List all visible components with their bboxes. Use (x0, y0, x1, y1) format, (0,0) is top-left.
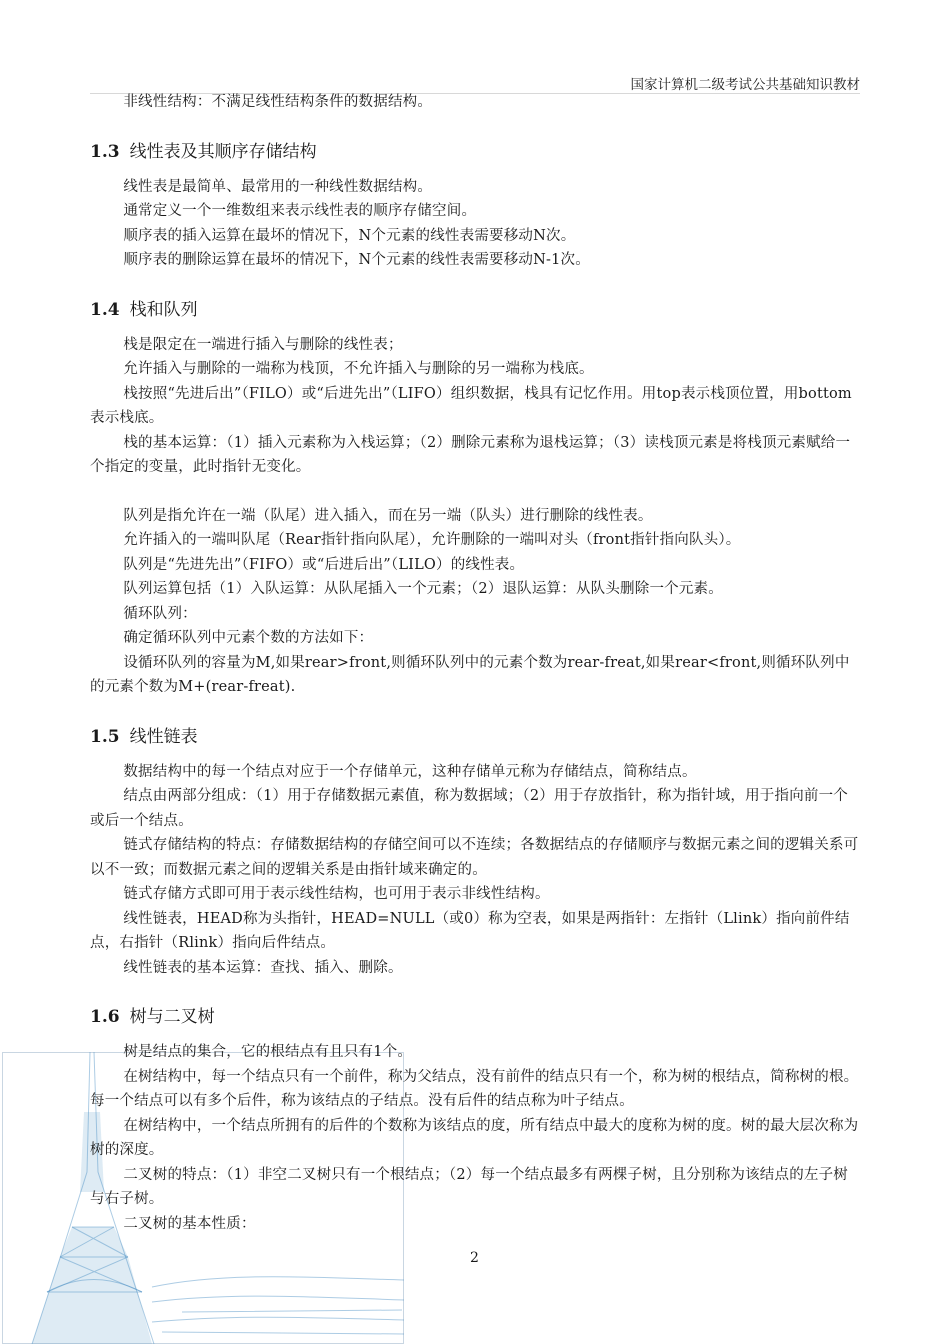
paragraph: 队列是指允许在一端（队尾）进入插入，而在另一端（队头）进行删除的线性表。 (123, 507, 653, 524)
paragraph: 线性链表，HEAD称为头指针，HEAD=NULL（或0）称为空表，如果是两指针：左指针（Llink）指向前件结点，右指针（Rlink）指向后件结点。 (90, 910, 850, 951)
paragraph: 队列运算包括（1）入队运算：从队尾插入一个元素；（2）退队运算：从队头删除一个元素。 (123, 581, 723, 597)
paragraph: 设循环队列的容量为M,如果rear>front,则循环队列中的元素个数为rear-freat,如果rear<front,则循环队列中的元素个数为M+(rear-freat). (90, 654, 850, 695)
paragraph: 在树结构中，每一个结点只有一个前件，称为父结点，没有前件的结点只有一个，称为树的根结点，简称树的根。每一个结点可以有多个后件，称为该结点的子结点。没有后件的结点称为叶子结点。 (90, 1068, 859, 1109)
paragraph: 二叉树的特点：（1）非空二叉树只有一个根结点；（2）每一个结点最多有两棵子树，且分别称为该结点的左子树与右子树。 (90, 1166, 848, 1207)
paragraph: 栈是限定在一端进行插入与删除的线性表； (123, 336, 403, 353)
paragraph: 顺序表的删除运算在最坏的情况下，N个元素的线性表需要移动N-1次。 (123, 252, 590, 268)
paragraph: 循环队列： (123, 605, 197, 622)
paragraph: 栈按照“先进后出”（FILO）或“后进先出”（LIFO）组织数据，栈具有记忆作用。用top表示栈顶位置，用bottom表示栈底。 (90, 385, 852, 426)
paragraph: 链式存储结构的特点：存储数据结构的存储空间可以不连续；各数据结点的存储顺序与数据元素之间的逻辑关系可以不一致；而数据元素之间的逻辑关系是由指针域来确定的。 (90, 837, 859, 878)
page-number: 2 (470, 1250, 479, 1266)
paragraph: 在树结构中，一个结点所拥有的后件的个数称为该结点的度，所有结点中最大的度称为树的度。树的最大层次称为树的深度。 (90, 1117, 859, 1158)
paragraph: 线性表是最简单、最常用的一种线性数据结构。 (123, 178, 433, 195)
document-body (90, 90, 860, 1236)
paragraph: 二叉树的基本性质： (123, 1215, 256, 1232)
section-heading: 1.3 线性表及其顺序存储结构 (90, 141, 317, 162)
section-heading: 1.4 栈和队列 (90, 299, 198, 320)
paragraph: 结点由两部分组成：（1）用于存储数据元素值，称为数据域；（2）用于存放指针，称为指针域，用于指向前一个或后一个结点。 (90, 788, 848, 829)
paragraph: 线性链表的基本运算：查找、插入、删除。 (123, 959, 403, 976)
paragraph: 队列是“先进先出”（FIFO）或“后进后出”（LILO）的线性表。 (123, 556, 525, 573)
paragraph: 栈的基本运算：（1）插入元素称为入栈运算；（2）删除元素称为退栈运算；（3）读栈顶元素是将栈顶元素赋给一个指定的变量，此时指针无变化。 (90, 434, 851, 475)
paragraph: 顺序表的插入运算在最坏的情况下，N个元素的线性表需要移动N次。 (123, 227, 576, 244)
section-heading: 1.5 线性链表 (90, 726, 198, 747)
paragraph: 链式存储方式即可用于表示线性结构，也可用于表示非线性结构。 (123, 886, 550, 902)
paragraph: 通常定义一个一维数组来表示线性表的顺序存储空间。 (123, 203, 477, 219)
paragraph: 确定循环队列中元素个数的方法如下： (123, 630, 374, 646)
paragraph: 数据结构中的每一个结点对应于一个存储单元，这种存储单元称为存储结点，简称结点。 (123, 763, 697, 780)
intro-paragraph: 非线性结构：不满足线性结构条件的数据结构。 (123, 94, 433, 110)
paragraph: 允许插入的一端叫队尾（Rear指针指向队尾），允许删除的一端叫对头（front指针指向队头）。 (123, 532, 741, 548)
running-header: 国家计算机二级考试公共基础知识教材 (630, 77, 860, 93)
paragraph: 树是结点的集合，它的根结点有且只有1个。 (123, 1044, 413, 1060)
paragraph: 允许插入与删除的一端称为栈顶，不允许插入与删除的另一端称为栈底。 (123, 361, 594, 377)
section-heading: 1.6 树与二叉树 (90, 1007, 215, 1027)
